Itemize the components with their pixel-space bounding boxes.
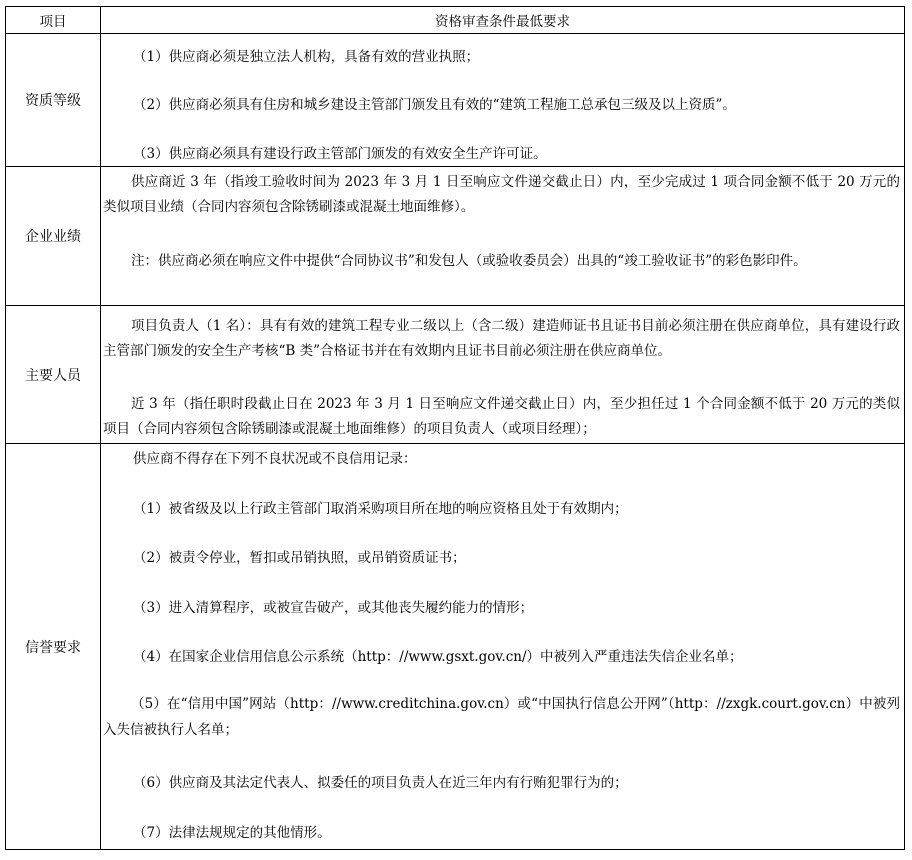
- credit-item-3: （3）进入清算程序，或被宣告破产，或其他丧失履约能力的情形；: [133, 600, 534, 616]
- header-item: 项目: [6, 7, 101, 34]
- table-row-personnel: [6, 306, 905, 444]
- category-credit: 信誉要求: [6, 444, 101, 850]
- performance-paragraph-1: 供应商近 3 年（指竣工验收时间为 2023 年 3 月 1 日至响应文件递交截止日）内，至少完成过 1 项合同金额不低于 20 万元的类似项目业绩（合同内容须包含除锈刷漆或混凝土地面维修）。: [103, 174, 900, 215]
- credit-item-5: （5）在“信用中国”网站（http：//www.creditchina.gov.cn）或“中国执行信息公开网”（http：//zxgk.court.gov.cn）中被列入失信被执行人名单；: [103, 696, 900, 738]
- category-personnel: 主要人员: [6, 306, 101, 444]
- content-performance: [101, 167, 905, 306]
- credit-item-2: （2）被责令停业，暂扣或吊销执照，或吊销资质证书；: [133, 550, 466, 566]
- qualification-table: [5, 6, 905, 850]
- category-performance: 企业业绩: [6, 167, 101, 306]
- qualification-item-3: （3）供应商必须具有建设行政主管部门颁发的有效安全生产许可证。: [133, 146, 547, 162]
- personnel-paragraph-2: 近 3 年（指任职时段截止日在 2023 年 3 月 1 日至响应文件递交截止日）内，至少担任过 1 个合同金额不低于 20 万元的类似项目（合同内容须包含除锈刷漆或混凝土地面维修）的项目负责人（或项目经理）；: [103, 396, 900, 437]
- credit-item-7: （7）法律法规规定的其他情形。: [133, 825, 331, 841]
- table-row-performance: [6, 167, 905, 306]
- personnel-paragraph-1: 项目负责人（1 名）：具有有效的建筑工程专业二级以上（含二级）建造师证书且证书目前必须注册在供应商单位，具有建设行政主管部门颁发的安全生产考核“B 类”合格证书并在有效期内且证书目前必须注册在供应商单位。: [103, 318, 900, 359]
- credit-intro: 供应商不得存在下列不良状况或不良信用记录：: [133, 451, 417, 467]
- table-header-row: [6, 7, 905, 34]
- qualification-item-1: （1）供应商必须是独立法人机构，具备有效的营业执照；: [133, 49, 480, 65]
- table-row-credit: [6, 444, 905, 850]
- content-qualification: [101, 34, 905, 167]
- content-personnel: [101, 306, 905, 444]
- category-qualification: 资质等级: [6, 34, 101, 167]
- table-row-qualification: [6, 34, 905, 167]
- credit-item-6: （6）供应商及其法定代表人、拟委任的项目负责人在近三年内有行贿犯罪行为的；: [133, 775, 628, 791]
- content-credit: [101, 444, 905, 850]
- qualification-item-2: （2）供应商必须具有住房和城乡建设主管部门颁发且有效的“建筑工程施工总承包三级及以上资质”。: [133, 97, 736, 113]
- header-requirement: 资格审查条件最低要求: [101, 7, 905, 34]
- credit-item-1: （1）被省级及以上行政主管部门取消采购项目所在地的响应资格且处于有效期内；: [133, 501, 628, 517]
- credit-item-4: （4）在国家企业信用信息公示系统（http：//www.gsxt.gov.cn/）中被列入严重违法失信企业名单；: [133, 649, 743, 665]
- performance-paragraph-2: 注：供应商必须在响应文件中提供“合同协议书”和发包人（或验收委员会）出具的“竣工验收证书”的彩色影印件。: [131, 253, 807, 269]
